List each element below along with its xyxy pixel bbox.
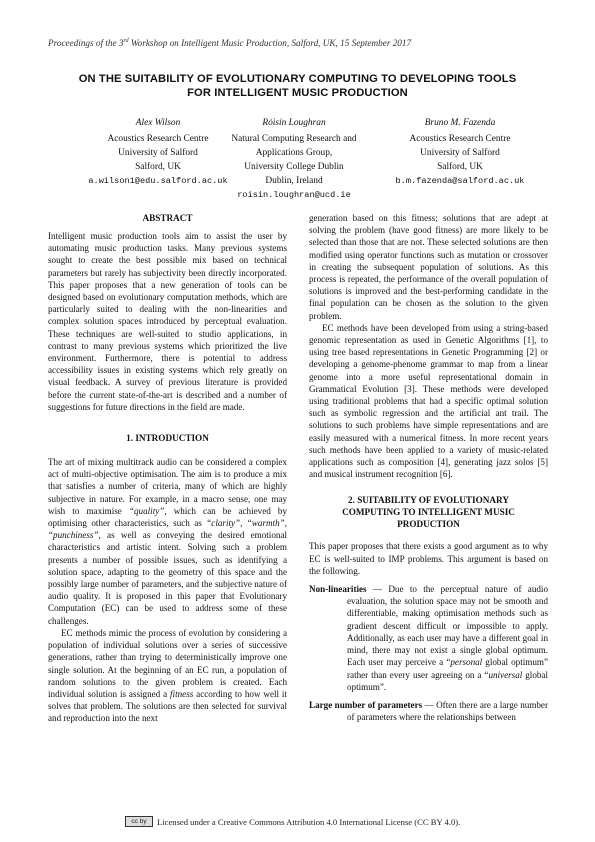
title-line-1: ON THE SUITABILITY OF EVOLUTIONARY COMPUTING TO DEVELOPING TOOLS bbox=[78, 73, 517, 85]
license-footer bbox=[125, 816, 485, 827]
author-email[interactable]: b.m.fazenda@salford.ac.uk bbox=[395, 176, 525, 186]
author-affiliation: Dublin, Ireland bbox=[265, 176, 323, 186]
author-affiliation: Salford, UK bbox=[135, 162, 181, 172]
author-affiliation: Applications Group, bbox=[255, 148, 333, 158]
cc-license-icon[interactable]: cc by bbox=[125, 816, 153, 827]
author-affiliation: Acoustics Research Centre bbox=[409, 134, 511, 144]
title-line-2: FOR INTELLIGENT MUSIC PRODUCTION bbox=[187, 87, 408, 99]
author-name: Alex Wilson bbox=[135, 118, 181, 128]
section-2-heading: 2. SUITABILITY OF EVOLUTIONARY COMPUTING TO INTELLIGENT MUSIC PRODUCTION bbox=[342, 495, 515, 530]
license-text: Licensed under a Creative Commons Attribution 4.0 International License (CC BY 4.0). bbox=[157, 816, 461, 827]
running-header: Proceedings of the 3rd Workshop on Intelligent Music Production, Salford, UK, 15 September 2017 bbox=[48, 38, 412, 49]
intro-paragraph-1: The art of mixing multitrack audio can be considered a complex act of multi-objective optimisation. The aim is to produce a mix that satisfies a number of criteria, many of which are highly subjective in nature. For example, in a macro sense, one may wish to maximise “quality”, which can be achieved by optimising other characteristics, such as “clarity”, “warmth”, “punchiness”, as well as conveying the desired emotional characteristics and artistic intent. Solving such a problem presents a number of possible issues, such as identifying a solution space, adapting to the geometry of this space and the possibly large number of parameters, and the subjective nature of audio quality. It is proposed in this paper that Evolutionary Computation (EC) can be used to address some of these challenges. bbox=[48, 457, 287, 626]
paper-title bbox=[40, 72, 555, 100]
body-paragraph: This paper proposes that there exists a good argument as to why EC is well-suited to IMP problems. This argument is based on the following. bbox=[309, 541, 548, 576]
left-column bbox=[48, 212, 287, 725]
author-block-3 bbox=[375, 116, 545, 188]
author-block-2 bbox=[204, 116, 384, 202]
definition-large-parameters: Large number of parameters — Often there are a large number of parameters where the relationships between bbox=[309, 699, 549, 723]
introduction-heading: 1. INTRODUCTION bbox=[126, 433, 209, 444]
author-affiliation: Salford, UK bbox=[437, 162, 483, 172]
author-name: Bruno M. Fazenda bbox=[424, 118, 496, 128]
author-affiliation: Natural Computing Research and bbox=[231, 134, 357, 144]
right-column bbox=[309, 212, 548, 723]
author-email[interactable]: roisin.loughran@ucd.ie bbox=[237, 190, 351, 200]
body-paragraph: generation based on this fitness; solutions that are adept at solving the problem (have good fitness) are more likely to be selected than those that are not. These selected solutions are then modified using operator functions such as mutation or crossover in creating the subsequent population of solutions. As this process is repeated, the performance of the overall population of solutions is improved and the best-performing candidate in the final population can be chosen as the solution to the given problem. bbox=[309, 213, 548, 321]
author-name: Róisín Loughran bbox=[262, 118, 326, 128]
abstract-text: Intelligent music production tools aim to assist the user by automating music production tasks. Many previous systems sought to create the best possible mix based on technical parameters but rarely has subjectivity been directly incorporated. This paper proposes that a new generation of tools can be designed based on evolutionary computation methods, which are particularly suited to dealing with the non-linearities and complex solution spaces introduced by perceptual evaluation. These techniques are well-suited to studio applications, in contrast to many previous systems which prioritized the live environment. Furthermore, there is potential to address accessibility issues in existing systems which rely greatly on visual feedback. A survey of previous literature is provided before the current state-of-the-art is described and a number of suggestions for future directions in the field are made. bbox=[48, 231, 287, 412]
body-paragraph: EC methods have been developed from using a string-based genomic representation as used in Genetic Algorithms [1], to using tree based representations in Genetic Programming [2] or developing a genome-phenome grammar to map from a linear genome into a more useful representational domain in Grammatical Evolution [3]. These methods were developed using traditional problems that had a specific optimal solution such as symbolic regression and the artificial ant trail. The solutions to such problems have simple representations and are easily measured with a numerical fitness. In more recent years such methods have been applied to a variety of music-related applications such as composition [4], generating jazz solos [5] and musical instrument recognition [6]. bbox=[309, 322, 548, 480]
author-affiliation: University of Salford bbox=[118, 148, 198, 158]
intro-paragraph-2: EC methods mimic the process of evolution by considering a population of individual solutions over a series of successive generations, rather than trying to deterministically improve one single solution. At the beginning of an EC run, a population of random solutions to the given problem is created. Each individual solution is assigned a fitness according to how well it solves that problem. The solutions are then selected for survival and reproduction into the next bbox=[48, 627, 287, 724]
author-affiliation: Acoustics Research Centre bbox=[107, 134, 209, 144]
definition-non-linearities: Non-linearities — Due to the perceptual nature of audio evaluation, the solution space may not be smooth and differentiable, making optimisation methods such as gradient descent difficult or impossible to apply. Additionally, as each user may have a different goal in mind, there may not exist a single global optimum. Each user may perceive a “personal global optimum” rather than every user agreeing on a “universal global optimum”. bbox=[309, 584, 548, 692]
author-affiliation: University College Dublin bbox=[244, 162, 344, 172]
author-affiliation: University of Salford bbox=[420, 148, 500, 158]
abstract-heading: ABSTRACT bbox=[142, 213, 193, 223]
author-email[interactable]: a.wilson1@edu.salford.ac.uk bbox=[88, 176, 228, 186]
